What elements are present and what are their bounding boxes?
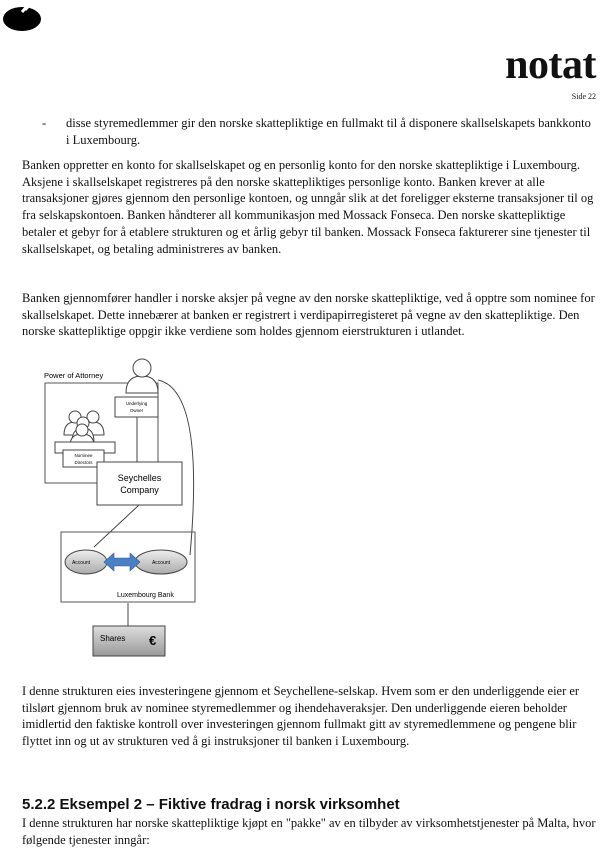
bank-label: Luxembourg Bank bbox=[117, 592, 174, 599]
euro-icon: € bbox=[149, 633, 157, 648]
company-label: Company bbox=[120, 485, 159, 495]
page-number: Side 22 bbox=[571, 92, 596, 101]
account-label: Account bbox=[151, 560, 171, 566]
section-heading: 5.2.2 Eksempel 2 – Fiktive fradrag i norsk virksomhet bbox=[22, 796, 400, 813]
underlying-owner-label: Owner bbox=[129, 408, 144, 413]
bullet-dash: - bbox=[42, 116, 47, 130]
underlying-owner-label: Underlying bbox=[125, 401, 148, 406]
underlying-owner-box bbox=[115, 397, 158, 417]
document-title: notat bbox=[505, 42, 596, 88]
paragraph-2: Banken gjennomfører handler i norske aksjer på vegne av den norske skattepliktige, ved å opptre som nominee for skallselskapet. Dette innebærer at banken er registrert i verdipapirregisteret på vegne av den skattepliktige. Den norske skattepliktige oppgir ikke verdiene som holdes gjennom eierstrukturen i utlandet. bbox=[22, 291, 595, 339]
structure-diagram bbox=[30, 350, 280, 660]
logo-icon bbox=[2, 2, 46, 32]
underlying-owner-person-icon bbox=[126, 359, 158, 393]
paragraph-4: I denne strukturen har norske skattepliktige kjøpt en "pakke" av en tilbyder av virksomhetstjenester på Malta, hvor følgende tjenester inngår: bbox=[22, 816, 596, 847]
seychelles-company-box bbox=[97, 462, 182, 505]
nominee-label: Directors bbox=[74, 460, 93, 465]
account-label: Account bbox=[71, 560, 91, 566]
power-of-attorney-label: Power of Attorney bbox=[44, 371, 104, 380]
nominee-directors-people-icon bbox=[55, 411, 115, 453]
shares-label: Shares bbox=[100, 634, 126, 643]
nominee-label: Nominee bbox=[74, 453, 93, 458]
company-label: Seychelles bbox=[117, 473, 162, 483]
paragraph-3: I denne strukturen eies investeringene gjennom et Seychellene-selskap. Hvem som er den underliggende eier er tilslørt gjennom bruk av nominee styremedlemmer og ihendehaveraksjer. Den underliggende eieren beholder imidlertid den faktiske kontroll over investeringen gjennom fullmakt gitt av styremedlemmene og pengene blir flyttet inn og ut av strukturen ved å gi instruksjoner til banken i Luxembourg. bbox=[22, 684, 580, 749]
bullet-text: disse styremedlemmer gir den norske skattepliktige en fullmakt til å disponere skallselskapets bankkonto i Luxembourg. bbox=[66, 116, 591, 147]
transfer-arrow-icon bbox=[104, 553, 140, 571]
paragraph-1: Banken oppretter en konto for skallselskapet og en personlig konto for den norske skattepliktige i Luxembourg. Aksjene i skallselskapet registreres på den norske skattepliktiges personlige konto. Banken krever at alle transaksjoner gjøres gjennom den personlige kontoen, og unngår slik at det foreligger eksterne transaksjoner til og fra selskapskontoen. Banken håndterer all kommunikasjon med Mossack Fonseca. Den norske skattepliktige betaler et gebyr for å etablere strukturen og et årlig gebyr til banken. Mossack Fonseca fakturerer sine tjenester til skallselskapet, og betaling administreres av banken. bbox=[22, 158, 594, 256]
